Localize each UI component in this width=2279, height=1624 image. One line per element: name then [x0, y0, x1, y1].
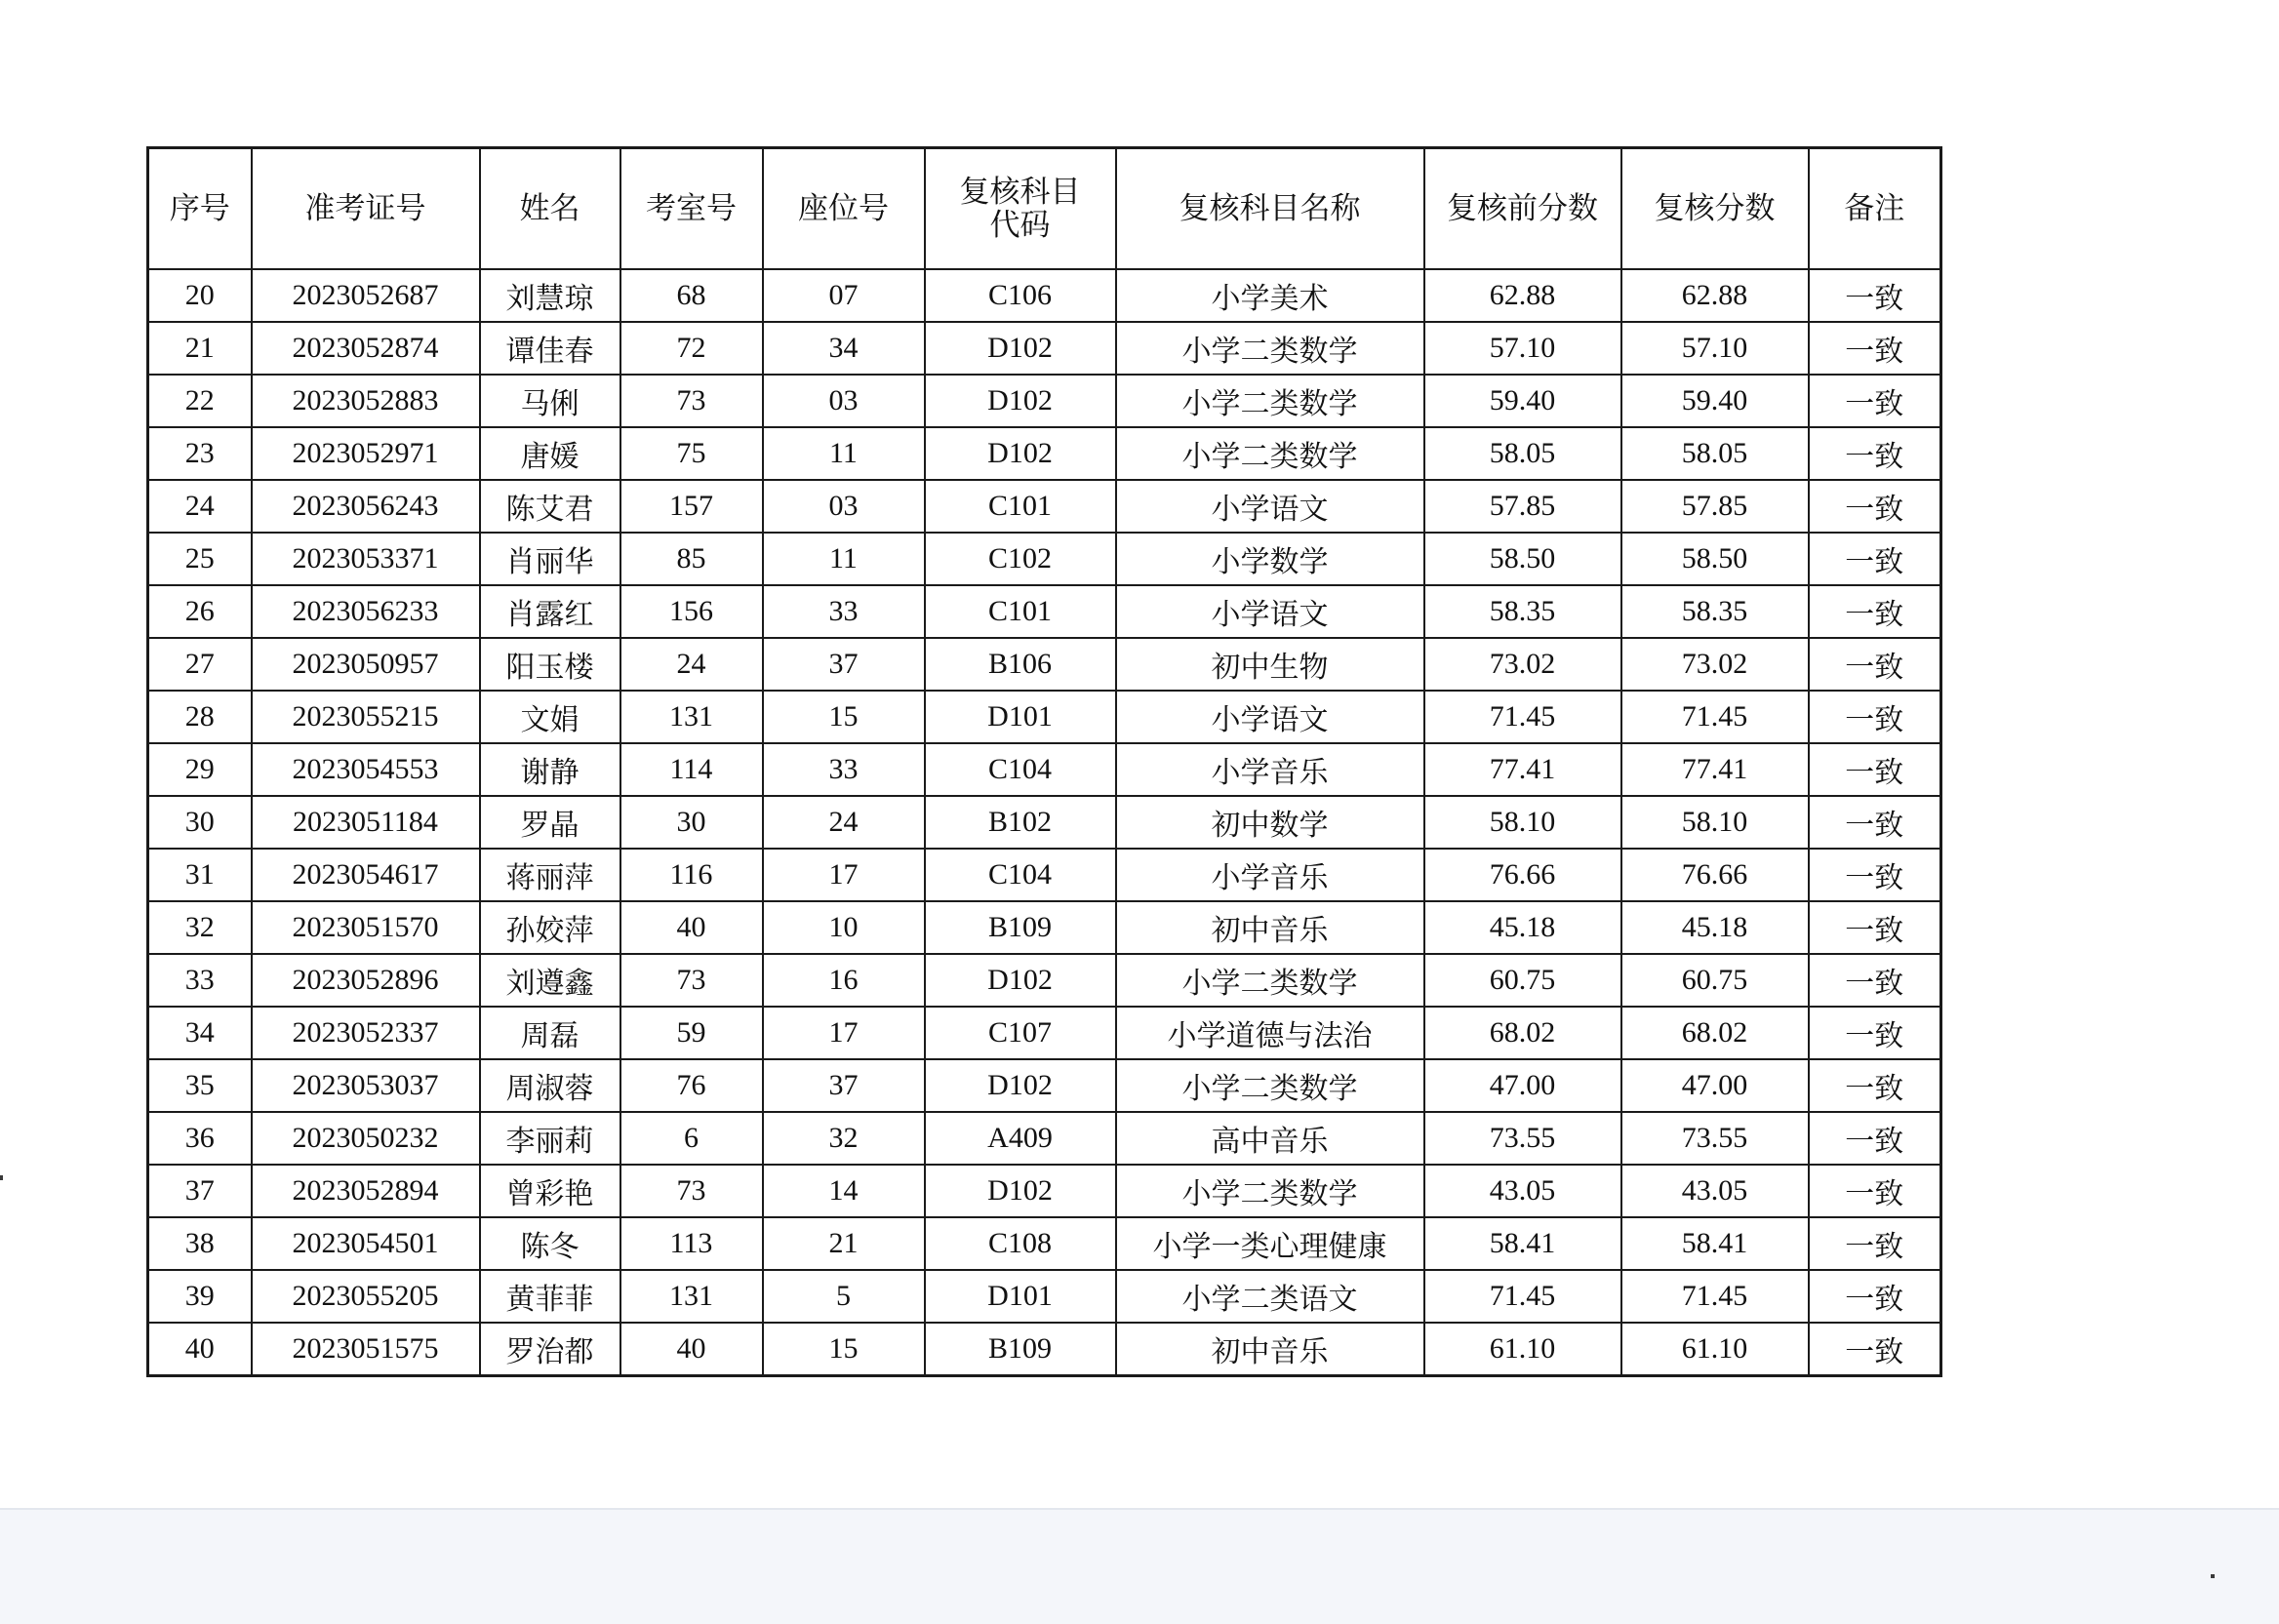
cell-name: 谢静 — [480, 743, 620, 796]
cell-subject-code: D102 — [925, 1059, 1116, 1112]
header-cell-name: 姓名 — [480, 148, 620, 270]
scan-speck-left — [0, 1175, 3, 1180]
cell-remark: 一致 — [1809, 743, 1941, 796]
cell-room: 114 — [620, 743, 763, 796]
cell-seat: 5 — [763, 1270, 925, 1323]
cell-ticket: 2023051575 — [252, 1323, 480, 1376]
cell-seat: 37 — [763, 1059, 925, 1112]
cell-room: 72 — [620, 322, 763, 375]
cell-seat: 24 — [763, 796, 925, 849]
cell-seat: 10 — [763, 901, 925, 954]
cell-room: 73 — [620, 954, 763, 1007]
cell-name: 唐媛 — [480, 427, 620, 480]
cell-name: 罗治都 — [480, 1323, 620, 1376]
cell-seq: 27 — [148, 638, 252, 691]
cell-score-before: 57.10 — [1424, 322, 1621, 375]
cell-seat: 03 — [763, 375, 925, 427]
cell-score-after: 59.40 — [1621, 375, 1809, 427]
cell-subject-name: 小学音乐 — [1116, 849, 1424, 901]
cell-subject-code: A409 — [925, 1112, 1116, 1165]
table-row — [148, 691, 1941, 743]
cell-score-before: 47.00 — [1424, 1059, 1621, 1112]
cell-score-after: 58.50 — [1621, 533, 1809, 585]
cell-seq: 21 — [148, 322, 252, 375]
cell-seat: 16 — [763, 954, 925, 1007]
table-row — [148, 849, 1941, 901]
table-row — [148, 1059, 1941, 1112]
cell-remark: 一致 — [1809, 849, 1941, 901]
cell-subject-name: 小学音乐 — [1116, 743, 1424, 796]
cell-seq: 29 — [148, 743, 252, 796]
cell-name: 刘慧琼 — [480, 269, 620, 322]
table-row — [148, 269, 1941, 322]
cell-seq: 36 — [148, 1112, 252, 1165]
cell-subject-code: C104 — [925, 743, 1116, 796]
cell-room: 40 — [620, 901, 763, 954]
cell-name: 刘遵鑫 — [480, 954, 620, 1007]
cell-room: 157 — [620, 480, 763, 533]
cell-remark: 一致 — [1809, 1007, 1941, 1059]
cell-name: 肖丽华 — [480, 533, 620, 585]
cell-remark: 一致 — [1809, 427, 1941, 480]
table-row — [148, 1323, 1941, 1376]
cell-remark: 一致 — [1809, 796, 1941, 849]
cell-remark: 一致 — [1809, 1323, 1941, 1376]
cell-remark: 一致 — [1809, 1270, 1941, 1323]
cell-subject-code: B109 — [925, 1323, 1116, 1376]
cell-seq: 25 — [148, 533, 252, 585]
cell-ticket: 2023053371 — [252, 533, 480, 585]
table-row — [148, 1112, 1941, 1165]
cell-score-after: 71.45 — [1621, 1270, 1809, 1323]
cell-seat: 33 — [763, 585, 925, 638]
cell-subject-name: 小学一类心理健康 — [1116, 1217, 1424, 1270]
header-cell-room: 考室号 — [620, 148, 763, 270]
cell-ticket: 2023052971 — [252, 427, 480, 480]
cell-ticket: 2023051570 — [252, 901, 480, 954]
header-cell-subject-code: 复核科目代码 — [925, 148, 1116, 270]
cell-seq: 33 — [148, 954, 252, 1007]
cell-score-after: 68.02 — [1621, 1007, 1809, 1059]
cell-subject-name: 小学二类数学 — [1116, 427, 1424, 480]
header-cell-subject-name: 复核科目名称 — [1116, 148, 1424, 270]
table-row — [148, 585, 1941, 638]
cell-seat: 17 — [763, 849, 925, 901]
cell-score-before: 68.02 — [1424, 1007, 1621, 1059]
cell-name: 肖露红 — [480, 585, 620, 638]
cell-seat: 11 — [763, 427, 925, 480]
cell-score-before: 71.45 — [1424, 1270, 1621, 1323]
cell-ticket: 2023052883 — [252, 375, 480, 427]
cell-score-after: 77.41 — [1621, 743, 1809, 796]
cell-remark: 一致 — [1809, 1165, 1941, 1217]
table-body — [148, 269, 1941, 1376]
cell-seat: 32 — [763, 1112, 925, 1165]
cell-name: 周淑蓉 — [480, 1059, 620, 1112]
cell-score-after: 57.10 — [1621, 322, 1809, 375]
cell-remark: 一致 — [1809, 1217, 1941, 1270]
cell-subject-code: D102 — [925, 954, 1116, 1007]
cell-subject-code: D102 — [925, 375, 1116, 427]
cell-remark: 一致 — [1809, 1059, 1941, 1112]
cell-remark: 一致 — [1809, 1112, 1941, 1165]
cell-seq: 30 — [148, 796, 252, 849]
cell-ticket: 2023050957 — [252, 638, 480, 691]
cell-subject-name: 小学语文 — [1116, 691, 1424, 743]
cell-ticket: 2023054617 — [252, 849, 480, 901]
cell-seq: 23 — [148, 427, 252, 480]
table-row — [148, 954, 1941, 1007]
cell-name: 阳玉楼 — [480, 638, 620, 691]
cell-name: 周磊 — [480, 1007, 620, 1059]
cell-score-before: 43.05 — [1424, 1165, 1621, 1217]
cell-room: 131 — [620, 1270, 763, 1323]
cell-room: 156 — [620, 585, 763, 638]
cell-room: 85 — [620, 533, 763, 585]
cell-score-before: 58.10 — [1424, 796, 1621, 849]
cell-remark: 一致 — [1809, 533, 1941, 585]
cell-score-after: 45.18 — [1621, 901, 1809, 954]
cell-seq: 37 — [148, 1165, 252, 1217]
cell-score-before: 77.41 — [1424, 743, 1621, 796]
cell-room: 73 — [620, 1165, 763, 1217]
cell-subject-code: D101 — [925, 691, 1116, 743]
cell-score-before: 60.75 — [1424, 954, 1621, 1007]
cell-room: 116 — [620, 849, 763, 901]
table-row — [148, 480, 1941, 533]
cell-score-before: 58.41 — [1424, 1217, 1621, 1270]
cell-remark: 一致 — [1809, 954, 1941, 1007]
cell-name: 马俐 — [480, 375, 620, 427]
cell-score-before: 73.55 — [1424, 1112, 1621, 1165]
cell-room: 75 — [620, 427, 763, 480]
cell-name: 孙姣萍 — [480, 901, 620, 954]
cell-score-after: 73.02 — [1621, 638, 1809, 691]
table-row — [148, 322, 1941, 375]
cell-name: 谭佳春 — [480, 322, 620, 375]
scan-speck-bottom-right — [2211, 1574, 2215, 1578]
cell-score-before: 61.10 — [1424, 1323, 1621, 1376]
score-review-table — [146, 146, 1942, 1377]
header-cell-seat: 座位号 — [763, 148, 925, 270]
cell-ticket: 2023050232 — [252, 1112, 480, 1165]
cell-score-after: 58.05 — [1621, 427, 1809, 480]
cell-ticket: 2023054501 — [252, 1217, 480, 1270]
cell-subject-code: C102 — [925, 533, 1116, 585]
table-row — [148, 901, 1941, 954]
cell-score-before: 76.66 — [1424, 849, 1621, 901]
cell-room: 68 — [620, 269, 763, 322]
cell-remark: 一致 — [1809, 269, 1941, 322]
cell-seq: 22 — [148, 375, 252, 427]
cell-subject-name: 小学二类数学 — [1116, 954, 1424, 1007]
cell-score-after: 58.35 — [1621, 585, 1809, 638]
cell-seq: 24 — [148, 480, 252, 533]
cell-ticket: 2023052687 — [252, 269, 480, 322]
cell-remark: 一致 — [1809, 480, 1941, 533]
table-row — [148, 533, 1941, 585]
cell-seat: 14 — [763, 1165, 925, 1217]
cell-name: 罗晶 — [480, 796, 620, 849]
cell-subject-code: C106 — [925, 269, 1116, 322]
cell-room: 40 — [620, 1323, 763, 1376]
cell-subject-name: 小学语文 — [1116, 585, 1424, 638]
cell-remark: 一致 — [1809, 322, 1941, 375]
table-row — [148, 1217, 1941, 1270]
cell-seq: 34 — [148, 1007, 252, 1059]
cell-ticket: 2023052896 — [252, 954, 480, 1007]
header-cell-remark: 备注 — [1809, 148, 1941, 270]
header-cell-score-after: 复核分数 — [1621, 148, 1809, 270]
cell-room: 59 — [620, 1007, 763, 1059]
cell-name: 曾彩艳 — [480, 1165, 620, 1217]
cell-room: 30 — [620, 796, 763, 849]
cell-seat: 17 — [763, 1007, 925, 1059]
cell-name: 蒋丽萍 — [480, 849, 620, 901]
cell-subject-name: 小学数学 — [1116, 533, 1424, 585]
cell-score-before: 59.40 — [1424, 375, 1621, 427]
cell-score-after: 76.66 — [1621, 849, 1809, 901]
cell-score-before: 58.35 — [1424, 585, 1621, 638]
cell-score-before: 58.05 — [1424, 427, 1621, 480]
cell-remark: 一致 — [1809, 375, 1941, 427]
cell-seat: 21 — [763, 1217, 925, 1270]
table-row — [148, 743, 1941, 796]
cell-seq: 38 — [148, 1217, 252, 1270]
table-row — [148, 796, 1941, 849]
header-cell-ticket: 准考证号 — [252, 148, 480, 270]
cell-subject-code: C104 — [925, 849, 1116, 901]
cell-score-after: 47.00 — [1621, 1059, 1809, 1112]
table-row — [148, 1165, 1941, 1217]
cell-subject-code: D102 — [925, 1165, 1116, 1217]
cell-score-after: 71.45 — [1621, 691, 1809, 743]
cell-subject-name: 初中音乐 — [1116, 1323, 1424, 1376]
cell-score-before: 45.18 — [1424, 901, 1621, 954]
header-cell-seq: 序号 — [148, 148, 252, 270]
cell-subject-name: 小学美术 — [1116, 269, 1424, 322]
cell-seq: 26 — [148, 585, 252, 638]
cell-ticket: 2023051184 — [252, 796, 480, 849]
cell-score-after: 61.10 — [1621, 1323, 1809, 1376]
cell-subject-code: D102 — [925, 427, 1116, 480]
cell-seq: 40 — [148, 1323, 252, 1376]
cell-subject-code: D102 — [925, 322, 1116, 375]
cell-score-after: 58.10 — [1621, 796, 1809, 849]
cell-subject-name: 小学道德与法治 — [1116, 1007, 1424, 1059]
table-row — [148, 1270, 1941, 1323]
cell-remark: 一致 — [1809, 691, 1941, 743]
cell-subject-code: C108 — [925, 1217, 1116, 1270]
cell-seat: 34 — [763, 322, 925, 375]
cell-seq: 39 — [148, 1270, 252, 1323]
cell-remark: 一致 — [1809, 585, 1941, 638]
cell-score-after: 62.88 — [1621, 269, 1809, 322]
cell-subject-name: 初中音乐 — [1116, 901, 1424, 954]
cell-score-after: 43.05 — [1621, 1165, 1809, 1217]
cell-subject-code: B102 — [925, 796, 1116, 849]
cell-seq: 32 — [148, 901, 252, 954]
cell-seq: 28 — [148, 691, 252, 743]
cell-score-after: 73.55 — [1621, 1112, 1809, 1165]
cell-seq: 31 — [148, 849, 252, 901]
cell-seq: 35 — [148, 1059, 252, 1112]
cell-ticket: 2023052874 — [252, 322, 480, 375]
cell-subject-code: C107 — [925, 1007, 1116, 1059]
cell-subject-code: C101 — [925, 585, 1116, 638]
cell-seat: 15 — [763, 691, 925, 743]
cell-score-before: 57.85 — [1424, 480, 1621, 533]
cell-subject-name: 小学语文 — [1116, 480, 1424, 533]
cell-subject-code: B109 — [925, 901, 1116, 954]
cell-subject-name: 小学二类数学 — [1116, 1165, 1424, 1217]
cell-subject-name: 初中数学 — [1116, 796, 1424, 849]
cell-subject-name: 高中音乐 — [1116, 1112, 1424, 1165]
cell-ticket: 2023055215 — [252, 691, 480, 743]
cell-room: 24 — [620, 638, 763, 691]
cell-room: 113 — [620, 1217, 763, 1270]
cell-room: 131 — [620, 691, 763, 743]
cell-score-before: 62.88 — [1424, 269, 1621, 322]
cell-ticket: 2023052894 — [252, 1165, 480, 1217]
cell-ticket: 2023053037 — [252, 1059, 480, 1112]
cell-subject-name: 小学二类数学 — [1116, 322, 1424, 375]
cell-name: 陈冬 — [480, 1217, 620, 1270]
cell-subject-name: 小学二类语文 — [1116, 1270, 1424, 1323]
cell-remark: 一致 — [1809, 901, 1941, 954]
cell-score-before: 58.50 — [1424, 533, 1621, 585]
cell-subject-name: 小学二类数学 — [1116, 375, 1424, 427]
cell-score-after: 57.85 — [1621, 480, 1809, 533]
cell-room: 76 — [620, 1059, 763, 1112]
table-row — [148, 1007, 1941, 1059]
cell-room: 73 — [620, 375, 763, 427]
cell-ticket: 2023052337 — [252, 1007, 480, 1059]
cell-ticket: 2023056243 — [252, 480, 480, 533]
table-row — [148, 427, 1941, 480]
cell-ticket: 2023054553 — [252, 743, 480, 796]
cell-score-before: 73.02 — [1424, 638, 1621, 691]
cell-seat: 33 — [763, 743, 925, 796]
cell-seat: 15 — [763, 1323, 925, 1376]
cell-remark: 一致 — [1809, 638, 1941, 691]
cell-name: 陈艾君 — [480, 480, 620, 533]
cell-score-after: 58.41 — [1621, 1217, 1809, 1270]
cell-seat: 37 — [763, 638, 925, 691]
cell-ticket: 2023056233 — [252, 585, 480, 638]
cell-name: 李丽莉 — [480, 1112, 620, 1165]
cell-seat: 11 — [763, 533, 925, 585]
cell-subject-name: 初中生物 — [1116, 638, 1424, 691]
document-page — [146, 146, 1942, 1377]
cell-subject-code: D101 — [925, 1270, 1116, 1323]
cell-seq: 20 — [148, 269, 252, 322]
cell-subject-code: C101 — [925, 480, 1116, 533]
header-row — [148, 148, 1941, 270]
cell-score-after: 60.75 — [1621, 954, 1809, 1007]
cell-name: 黄菲菲 — [480, 1270, 620, 1323]
cell-subject-name: 小学二类数学 — [1116, 1059, 1424, 1112]
cell-score-before: 71.45 — [1424, 691, 1621, 743]
cell-subject-code: B106 — [925, 638, 1116, 691]
table-row — [148, 375, 1941, 427]
scan-bottom-margin — [0, 1510, 2279, 1624]
cell-room: 6 — [620, 1112, 763, 1165]
cell-name: 文娟 — [480, 691, 620, 743]
cell-ticket: 2023055205 — [252, 1270, 480, 1323]
cell-seat: 03 — [763, 480, 925, 533]
header-cell-score-before: 复核前分数 — [1424, 148, 1621, 270]
table-row — [148, 638, 1941, 691]
cell-seat: 07 — [763, 269, 925, 322]
